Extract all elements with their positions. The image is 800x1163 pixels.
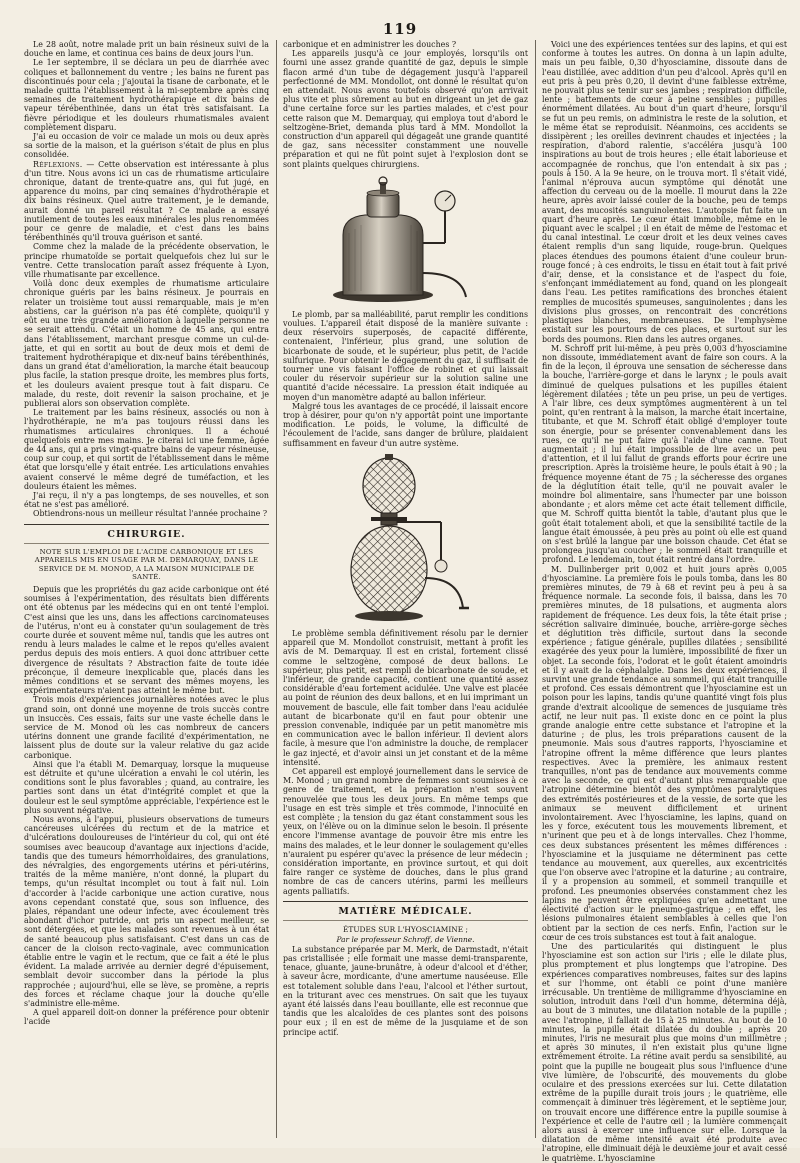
lead-apparatus-illustration	[321, 173, 491, 305]
reflexions-text: — Cette observation est intéressante à plus d'un titre. Nous avons ici un cas de rhumatisme articulaire chronique, datant de trente-quatre ans, qui fut jugé, en apparence du moins, par cinq semaines d'hydrothérapie et dix bains résineux. Quel autre traitement, je le demande, aurait donné un pareil résultat ? Ce malade a essayé inutilement de toutes les eaux minérales les plus renommées pour ce genre de maladie, et c'est dans les bains térébenthinés qu'il trouva guérison et santé.	[24, 159, 269, 243]
col2-paragraph-3: Le plomb, par sa malléabilité, parut remplir les conditions voulues. L'appareil était disposé de la manière suivante : deux réservoirs superposés, de capacité différente, contenaient, l'inférieur, plus grand, une solution de bicarbonate de soude, et le supérieur, plus petit, de l'acide sulfurique. Pour obtenir le dégagement du gaz, il suffisait de tourner une vis faisant l'office de robinet et qui laissait couler du réservoir supérieur sur la solution saline une quantité d'acide nécessaire. La pression était indiquée au moyen d'un manomètre adapté au ballon inférieur.	[283, 309, 528, 402]
col3-paragraph-2: M. Schroff prit lui-même, à peu près 0,003 d'hyosciamine non dissoute, immédiatement avant de faire son cours. A la fin de la leçon, il éprouva une sensation de sécheresse dans la bouche, l'arrière-gorge et dans le larynx ; le pouls avait diminué de quelques pulsations et les pupilles étaient légèrement dilatées ; tête un peu prise, un peu de vertiges. A l'air libre, ces deux symptômes augmentèrent à un tel point, qu'en rentrant à la maison, la marche était incertaine, titubante, et que M. Schroff était obligé d'employer toute son énergie, pour se présenter convenablement dans les rues, ce qu'il ne put faire qu'à l'aide d'une canne. Tout augmentait ; il lui était impossible de lire avec un peu d'attention, et il lui fallut de grands efforts pour écrire une prescription. Après la troisième heure, le pouls était à 90 ; la fréquence moyenne étant de 75 ; la sécheresse des organes de la déglutition était telle, qu'il ne pouvait avaler le moindre bol alimentaire, sans l'humecter par une boisson abondante ; et alors même cet acte était tellement difficile, que M. Schroff quitta bientôt la table, d'autant plus que le goût était totalement aboli, et que la sensibilité tactile de la langue était émoussée, à peu près au point où elle est quand on s'est brûlé la langue par une boisson chaude. Cet état se prolongea jusqu'au coucher ; le sommeil était tranquille et profond. Le lendemain, tout était rentré dans l'ordre.	[542, 343, 787, 565]
section-title-matiere-medicale: MATIÈRE MÉDICALE.	[338, 905, 473, 917]
column-2	[283, 40, 528, 1140]
col1-paragraph-3: J'ai eu occasion de voir ce malade un mois ou deux après sa sortie de la maison, et la guérison s'était de plus en plus consolidée.	[24, 132, 269, 160]
col2-paragraph-7: La substance préparée par M. Merk, de Darmstadt, n'était pas cristallisée ; elle formait une masse demi-transparente, tenace, gluante, jaune-brunâtre, à odeur d'alcool et d'éther, à saveur âcre, mordicante, d'une amertume nauséeuse. Elle est totalement soluble dans l'eau, l'alcool et l'éther surtout, en la triturant avec ces menstrues. On sait que les tuyaux ayant été laissés dans l'eau bouillante, elle est reconnue que tandis que les alcaloïdes de ces plantes sont des poisons pour eux ; il en est de même de la jusquiame et de son principe actif.	[283, 944, 528, 1037]
col1-paragraph-1: Le 28 août, notre malade prit un bain résineux suivi de la douche en lame, et continua ces bains de deux jours l'un.	[24, 40, 269, 59]
col1-paragraph-8: J'ai reçu, il n'y a pas longtemps, de ses nouvelles, et son état ne s'est pas amélioré.	[24, 490, 269, 510]
col3-paragraph-1: Voici une des expériences tentées sur des lapins, et qui est conforme à toutes les autres. On donna à un lapin adulte, mais un peu faible, 0,30 d'hyosciamine, dissoute dans de l'eau distillée, avec addition d'un peu d'alcool. Après qu'il en eut pris à peu près 0,20, il devint d'une faiblesse extrême, ne pouvait plus se tenir sur ses jambes ; respiration difficile, lente ; battements de cœur à peine sensibles ; pupilles énormément dilatées. Au bout d'un quart d'heure, lorsqu'il se fut un peu remis, on administra le reste de la solution, et le même état se reproduisit. Néanmoins, ces accidents se dissipèrent ; les oreilles devinrent chaudes et injectées ; la respiration, d'abord ralentie, s'accéléra jusqu'à 100 inspirations au bout de trois heures ; elle était laborieuse et accompagnée de ronchus, que l'on entendait à six pas ; pouls à 150. A la 9e heure, on le trouva mort. Il s'était vidé, l'animal n'éprouva aucun symptôme qui dénotât une affection du cerveau ou de la moelle. Il mourut dans la 22e heure, après avoir laissé couler de la bouche, peu de temps avant, des mucosités sanguinolentes. L'autopsie fut faite un quart d'heure après. Le cœur était immobile, même en le piquant avec le scalpel ; il en était de même de l'estomac et du canal intestinal. Le cœur droit et les deux veines caves étaient remplis d'un sang liquide, rouge-brun. Quelques places étendues des poumons étaient d'une couleur brun-rouge foncé ; à ces endroits, le tissu en était tout à fait privé d'air, dense, et la consistance et de l'aspect du foie, s'enfonçant immédiatement au fond, quand on les plongeait dans l'eau. Les petites ramifications des bronches étaient remplies de mucosités spumeuses, sanguinolentes ; dans les divisions plus grosses, on rencontrait des concrétions plastiques blanches, membraneuses. De l'emphysème existait sur les pourtours de ces places, et surtout sur les bords des poumons. Rien dans les autres organes.	[542, 40, 787, 344]
section-rule-top	[24, 524, 269, 525]
col1-reflexions-paragraph	[24, 160, 269, 243]
col1-paragraph-12: Ainsi que l'a établi M. Demarquay, lorsque la muqueuse est détruite et qu'une ulcération a envahi le col utérin, les conditions sont le plus favorables ; quand, au contraire, les parties sont dans un état d'intégrité complet et que la douleur est le seul symptôme appréciable, l'expérience est le plus souvent négative.	[24, 759, 269, 815]
col1-paragraph-9: Obtiendrons-nous un meilleur résultat l'année prochaine ?	[33, 509, 268, 519]
col1-paragraph-2: Le 1er septembre, il se déclara un peu de diarrhée avec coliques et ballonnement du ventre ; les bains ne furent pas discontinués pour cela ; j'ajoutai la tisane de carbonate, et le malade quitta l'établissement à la mi-septembre après cinq semaines de traitement hydrothérapique et dix bains de vapeur térébenthinée, dans un état très satisfaisant. La fièvre périodique et les douleurs rhumatismales avaient complètement disparu.	[24, 58, 269, 132]
section-title-chirurgie: CHIRURGIE.	[107, 528, 186, 540]
col3-paragraph-3: M. Dullinberger prit 0,002 et huit jours après 0,005 d'hyosciamine. La première fois le pouls tomba, dans les 80 premières minutes, de 79 à 68 et revint peu à peu à sa fréquence normale. La seconde fois, il baissa, dans les 70 premières minutes, de 18 pulsations, et augmenta alors rapidement de fréquence. Les deux fois, la tête était prise ; sécrétion salivaire diminuée, bouche, arrière-gorge sèches et déglutition très difficile, surtout dans la seconde expérience ; fatigue générale, pupilles dilatées ; sensibilité exagérée des yeux pour la lumière, impossibilité de fixer un objet. La seconde fois, l'odorat et le goût étaient amoindris et il y avait de la céphalalgie. Dans les deux expériences, il survint une grande tendance au sommeil, qui était tranquille et profond. Ces essais démontrent que l'hyosciamine est un poison pour les lapins, tandis qu'une quantité vingt fois plus grande d'extrait alcoolique de semences de jusquiame très actif, ne leur nuit pas. Il existe donc en ce point la plus grande analogie entre cette substance et l'atropine et la daturine ; de plus, les trois préparations causent de la pneumonie. Mais sous d'autres rapports, l'hyosciamine et l'atropine offrent la même différence que leurs plantes respectives. Avec la première, les animaux restent tranquilles, n'ont pas de tendance aux mouvements comme avec la seconde, ce qui est d'autant plus remarquable que l'atropine détermine bientôt des symptômes paralytiques des extrémités postérieures et de la vessie, de sorte que les animaux se meuvent difficilement et urinent involontairement. Avec l'hyosciamine, les lapins, quand on les y force, exécutent tous les mouvements librement, et n'urinent que peu et à de longs intervalles. Chez l'homme, ces deux substances présentent les mêmes différences : l'hyosciamine et la jusquiame ne déterminent pas cette tendance au mouvement, aux querelles, aux excentricités que l'on observe avec l'atropine et la daturine ; au contraire, il y a propension au sommeil, et sommeil tranquille et profond. Les pneumonies observées constamment chez les lapins ne peuvent être expliquées qu'en admettant une électivité d'action sur le pneumo-gastrique ; en effet, les lésions pulmonaires étaient semblables à celles que l'on obtient par la section de ces nerfs. Enfin, l'action sur le cœur de ces trois substances est tout à fait analogue.	[542, 564, 787, 942]
col2-paragraph-6: Cet appareil est employé journellement dans le service de M. Monod ; un grand nombre de femmes sont soumises à ce genre de traitement, et la préparation n'est souvent renouvelée que tous les deux jours. En même temps que l'usage en est très simple et très commode, l'innocuité en est complète ; la tension du gaz étant constamment sous les yeux, on l'élève ou on la diminue selon le besoin. Il présente encore l'immense avantage de pouvoir être mis entre les mains des malades, et le leur donner le soulagement qu'elles n'auraient pu espérer qu'avec la présence de leur médecin ; considération importante, en province surtout, et qui doit faire ranger ce système de douches, dans le plus grand nombre de cas de cancers utérins, parmi les meilleurs agents palliatifs.	[283, 766, 528, 896]
section-rule-top-2	[283, 901, 528, 902]
section-rule-bottom-2	[283, 920, 528, 921]
columns	[24, 40, 788, 1163]
crystal-seltzogene-apparatus-illustration	[331, 452, 481, 624]
col1-paragraph-14: A quel appareil doit-on donner la préférence pour obtenir l'acide	[24, 1008, 269, 1027]
col1-paragraph-11: Trois mois d'expériences journalières notées avec le plus grand soin, ont donné une moyenne de trois succès contre un insuccès. Ces essais, faits sur une vaste échelle dans le service de M. Monod où les cas nombreux de cancers utérins donnent une grande facilité d'expérimentation, ne laissent plus de doute sur la valeur relative du gaz acide carbonique.	[24, 695, 269, 760]
col1-paragraph-13: Nous avons, à l'appui, plusieurs observations de tumeurs cancéreuses ulcérées du rectum et de la matrice et d'ulcérations douloureuses de l'intérieur du col, qui ont été soumises avec beaucoup d'avantage aux injections d'acide, tandis que des tumeurs hémorrhoïdaires, des granulations, des névralgies, des engorgements utérins et péri-utérins, traités de la même manière, n'ont donné, la plupart du temps, qu'un résultat incomplet ou tout à fait nul. Loin d'accorder à l'acide carbonique une action curative, nous avons cependant constaté que, sous son influence, des plaies, répandant une odeur infecte, avec écoulement très abondant d'ichor putride, ont pris un aspect meilleur, se sont détergées, et que les malades sont revenues à un état de santé beaucoup plus satisfaisant. C'est dans un cas de cancer de la cloison recto-vaginale, avec communication établie entre le vagin et le rectum, que ce fait a été le plus évident. La malade arrivée au dernier degré d'épuisement, semblait devoir succomber dans la période la plus rapprochée ; aujourd'hui, elle se lève, se promène, a repris des forces et réclame chaque jour la douche qu'elle s'administre elle-même.	[24, 815, 269, 1009]
col3-paragraph-4: Une des particularités qui distinguent le plus l'hyosciamine est son action sur l'iris ; elle le dilate plus, plus promptement et plus longtemps que l'atropine. Des expériences comparatives nombreuses, faites sur des lapins et sur l'homme, ont établi ce point d'une manière irrécusable. Un trentième de milligramme d'hyosciamine en solution, introduit dans l'œil d'un homme, détermina déjà, au bout de 3 minutes, une dilatation notable de la pupille ; avec l'atropine, il fallait de 15 à 25 minutes. Au bout de 10 minutes, la pupille était dilatée du double ; après 20 minutes, l'iris ne mesurait plus que moins d'un millimètre ; et après 30 minutes, il n'en existait plus qu'une ligne extrêmement étroite. La rétine avait perdu sa sensibilité, au point que la pupille ne bougeait plus sous l'influence d'une vive lumière, de l'obscurité, des mouvements du globe oculaire et des pressions exercées sur lui. Cette dilatation extrême de la pupille durait trois jours ; le quatrième, elle commençait à diminuer très légèrement, et le septième jour, on trouvait encore une différence entre la pupille soumise à l'expérience et celle de l'autre œil ; la lumière commençait alors aussi à exercer une influence sur elle. Lorsque la dilatation de même intensité avait été produite avec l'atropine, elle diminuait déjà le deuxième jour et avait cessé le quatrième. L'hyosciamine	[542, 941, 787, 1163]
study-title: ÉTUDES SUR L'HYOSCIAMINE ;	[343, 924, 468, 934]
article-heading-acide-carbonique: NOTE SUR L'EMPLOI DE L'ACIDE CARBONIQUE ET LES APPAREILS MIS EN USAGE PAR M. DEMARQUAY, DANS LE SERVICE DE M. MONOD, A LA MAISON MUNICIPALE DE SANTÉ.	[34, 547, 259, 582]
col1-paragraph-7: Le traitement par les bains résineux, associés ou non à l'hydrothérapie, ne m'a pas toujours réussi dans les rhumatismes articulaires chroniques. Il a échoué quelquefois entre mes mains. Je citerai ici une femme, âgée de 44 ans, qui a pris vingt-quatre bains de vapeur résineuse, coup sur coup, et qui sortit de l'établissement dans le même état que lorsqu'elle y était entrée. Les articulations envahies avaient conservé le même degré de tuméfaction, et les douleurs étaient les mêmes.	[24, 408, 269, 491]
study-author	[283, 935, 528, 944]
reflexions-lead: Réflexions.	[33, 159, 83, 169]
col1-paragraph-6: Voilà donc deux exemples de rhumatisme articulaire chronique guéris par les bains résineux. Je pourrais en relater un troisième tout aussi remarquable, mais je m'en abstiens, car la guérison n'a pas été complète, quoiqu'il y eût eu une très grande amélioration à laquelle personne ne se serait attendu. C'était un homme de 45 ans, qui entra dans l'établissement, marchant presque comme un cul-de-jatte, et qui en sortit au bout de deux mois et demi de traitement hydrothérapique et dix-neuf bains térébenthinés, dans un grand état d'amélioration, la marche était beaucoup plus facile, la station presque droite, les membres plus forts, et les douleurs avaient presque tout à fait disparu. Ce malade, du reste, doit revenir la saison prochaine, et je publierai alors son observation complète.	[24, 279, 269, 408]
study-author-text: Par le professeur Schroff, de Vienne.	[336, 934, 475, 944]
col2-paragraph-5: Le problème sembla définitivement résolu par le dernier appareil que M. Mondollot construisit, mettant à profit les avis de M. Demarquay. Il est en cristal, fortement clissé comme le seltzogène, composé de deux ballons. Le supérieur, plus petit, est rempli de bicarbonate de soude, et l'inférieur, de grande capacité, contient une quantité assez considérable d'eau fortement acidulée. Une valve est placée au point de réunion des deux ballons, et en lui imprimant un mouvement de bascule, elle fait tomber dans l'eau acidulée autant de bicarbonate qu'il en faut pour obtenir une pression convenable, indiquée par un petit manomètre mis en communication avec le ballon inférieur. Il devient alors facile, à mesure que l'on administre la douche, de remplacer le gaz injecté, et d'avoir ainsi un jet constant et de la même intensité.	[283, 628, 528, 767]
column-1	[24, 40, 269, 1140]
col1-paragraph-5: Comme chez la malade de la précédente observation, le principe rhumatoïde se portait quelquefois chez lui sur le ventre. Cette translocation paraît assez fréquente à Lyon, ville rhumatisante par excellence.	[24, 242, 269, 280]
col1-paragraph-10: Depuis que les propriétés du gaz acide carbonique ont été soumises à l'expérimentation, des résultats bien différents ont été obtenus par les médecins qui en ont tenté l'emploi. C'est ainsi que les uns, dans les affections carcinomateuses de l'utérus, n'ont eu à constater qu'un soulagement de très courte durée et souvent même nul, tandis que les autres ont rendu à leurs malades le calme et le repos qu'elles avaient perdus depuis des mois entiers. A quoi donc attribuer cette divergence de résultats ? Abstraction faite de toute idée préconçue, il demeure inexplicable que, placés dans les mêmes conditions et se servant des mêmes moyens, les expérimentateurs n'aient pas atteint le même but.	[24, 584, 269, 696]
col2-paragraph-1: carbonique et en administrer les douches ?	[283, 40, 457, 49]
col2-paragraph-4: Malgré tous les avantages de ce procédé, il laissait encore trop à désirer, pour qu'on n'y apportât point une importante modification. Le poids, le volume, la difficulté de l'écoulement de l'acide, sans danger de brûlure, plaidaient suffisamment en faveur d'un autre système.	[283, 401, 528, 448]
column-3	[542, 40, 787, 1163]
col2-paragraph-2: Les appareils jusqu'à ce jour employés, lorsqu'ils ont fourni une assez grande quantité de gaz, depuis le simple flacon armé d'un tube de dégagement jusqu'à l'appareil perfectionné de MM. Mondollot, ont donné le résultat qu'on en attendait. Nous avons toutefois observé qu'on arrivait plus vite et plus sûrement au but en dirigeant un jet de gaz d'une certaine force sur les parties malades, et c'est pour cette raison que M. Demarquay, qui employa tout d'abord le seltzogène-Briet, demanda plus tard à MM. Mondollot la construction d'un appareil qui dégageât une grande quantité de gaz, sans nécessiter constamment une nouvelle préparation et qui ne fût point sujet à l'explosion dont se sont plaints quelques chirurgiens.	[283, 49, 528, 169]
section-rule-bottom	[24, 543, 269, 544]
page-number: 119	[382, 20, 418, 38]
